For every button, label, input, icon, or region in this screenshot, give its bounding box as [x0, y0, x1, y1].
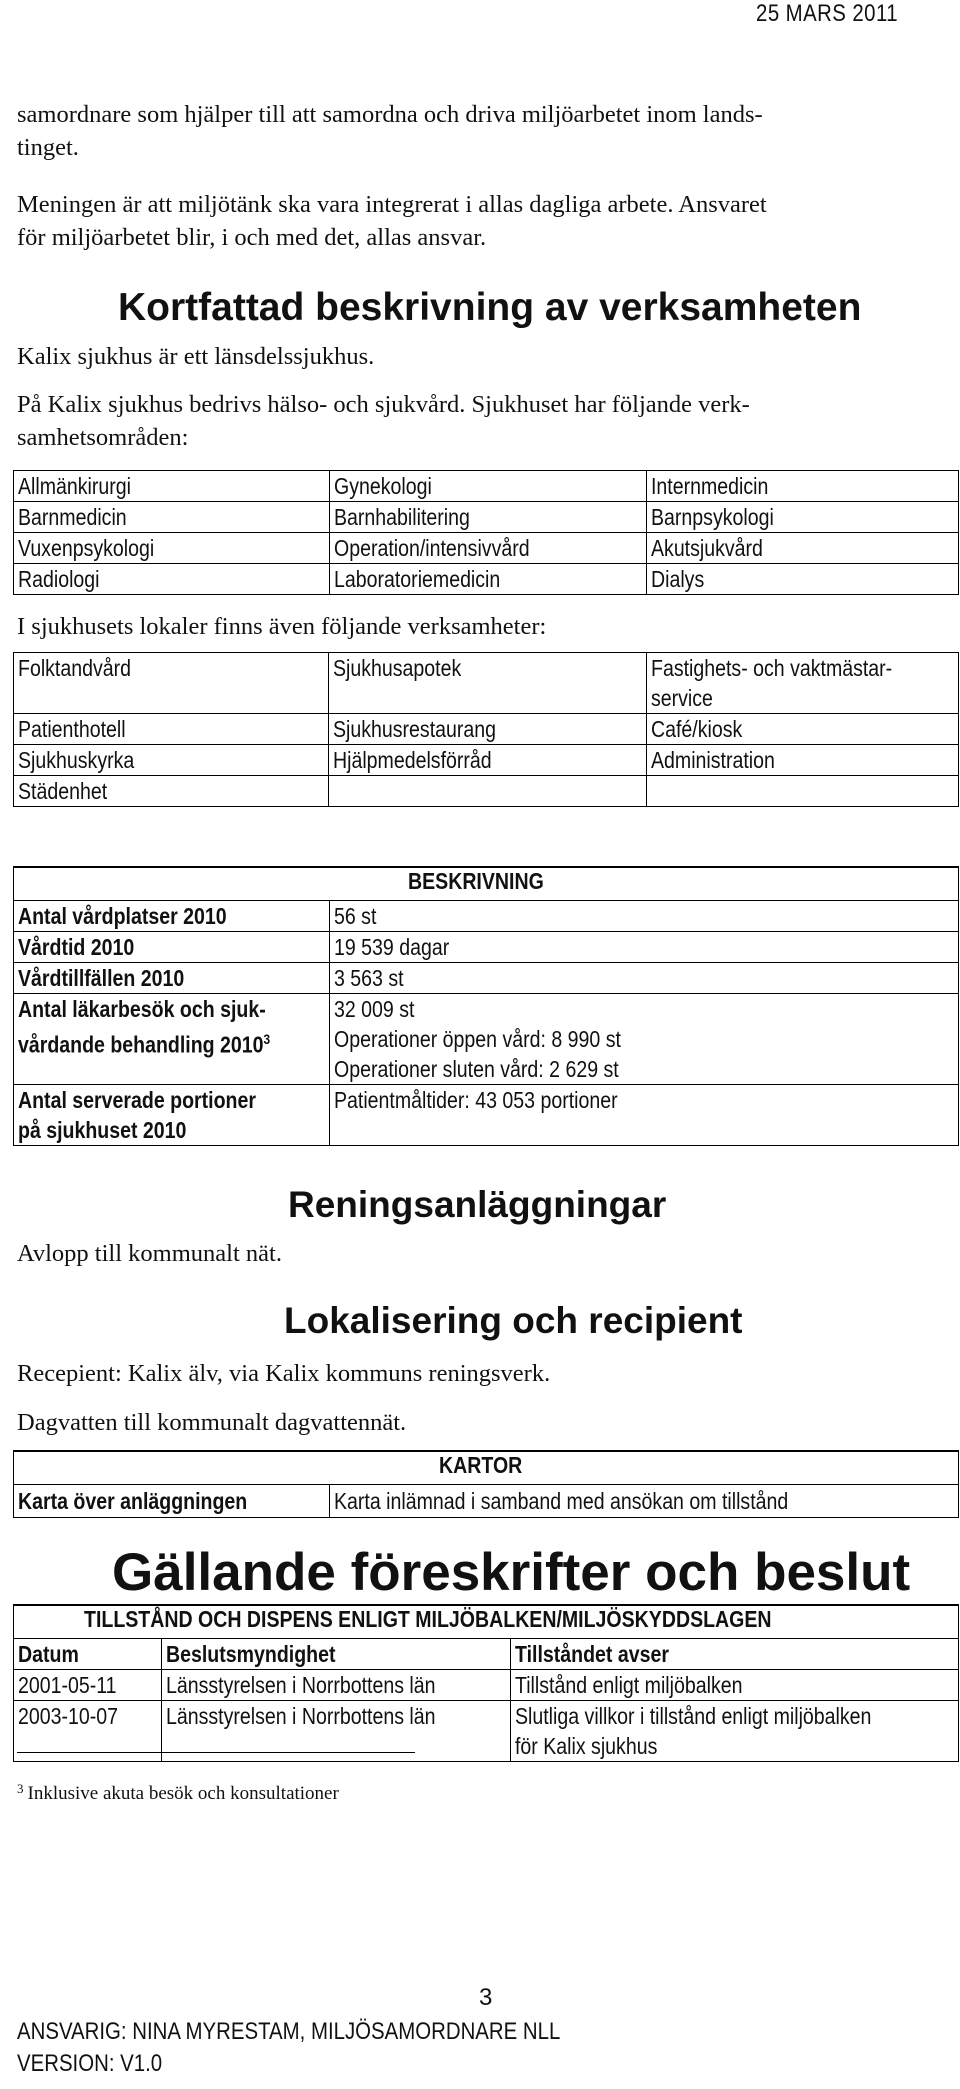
table-cell: 2003-10-07: [14, 1701, 162, 1762]
text-line: På Kalix sjukhus bedrivs hälso- och sjukvård. Sjukhuset har följande verk-: [17, 391, 750, 418]
page-date: 25 MARS 2011: [756, 0, 898, 27]
section-heading-treatment: Reningsanläggningar: [288, 1184, 667, 1225]
column-header-row: [14, 1639, 959, 1670]
table-row: [14, 1670, 959, 1701]
table-cell: Folktandvård: [14, 653, 329, 714]
table-row: [14, 745, 959, 776]
table-cell: Länsstyrelsen i Norrbottens län: [161, 1670, 511, 1701]
table-cell: Fastighets- och vaktmästar- service: [647, 653, 959, 714]
table-row: [14, 1485, 959, 1518]
footnote: [17, 1783, 339, 1805]
table-row: [14, 994, 959, 1085]
table-cell: Café/kiosk: [647, 714, 959, 745]
row-value: Patientmåltider: 43 053 portioner: [329, 1085, 958, 1146]
table-cell: Radiologi: [14, 564, 330, 595]
page-number: 3: [479, 1984, 493, 2011]
table-header-row: [14, 1451, 959, 1485]
table-cell: Barnhabilitering: [329, 502, 647, 533]
table-cell: Vuxenpsykologi: [14, 533, 330, 564]
table-row: [14, 963, 959, 994]
table-row: [14, 471, 959, 502]
table-cell: Gynekologi: [329, 471, 647, 502]
row-label: Vårdtillfällen 2010: [14, 963, 330, 994]
table-cell: Slutliga villkor i tillstånd enligt miljöbalken för Kalix sjukhus: [511, 1701, 959, 1762]
permits-table: [13, 1604, 959, 1762]
table-cell: Internmedicin: [647, 471, 959, 502]
table-row: [14, 502, 959, 533]
row-value: 19 539 dagar: [329, 932, 958, 963]
table-header-row: [14, 1605, 959, 1639]
row-value: 56 st: [329, 901, 958, 932]
table-cell: Operation/intensivvård: [329, 533, 647, 564]
table-header-row: [14, 867, 959, 901]
table-cell: Administration: [647, 745, 959, 776]
text-line: Meningen är att miljötänk ska vara integrerat i allas dagliga arbete. Ansvaret: [17, 191, 767, 218]
treatment-text: Avlopp till kommunalt nät.: [17, 1240, 282, 1267]
desc-paragraph-2: [17, 388, 947, 454]
row-value: 32 009 st Operationer öppen vård: 8 990 st Operationer sluten vård: 2 629 st: [329, 994, 958, 1085]
table-row: [14, 1085, 959, 1146]
row-label: Karta över anläggningen: [14, 1485, 330, 1518]
footnote-ref: 3: [263, 1031, 271, 1047]
footer-version: VERSION: V1.0: [17, 2050, 163, 2077]
footnote-number: 3: [17, 1781, 24, 1796]
table-cell: 2001-05-11: [14, 1670, 162, 1701]
footnote-text: Inklusive akuta besök och konsultationer: [27, 1783, 339, 1804]
table-cell: Städenhet: [14, 776, 329, 807]
text-line: samhetsområden:: [17, 424, 189, 451]
text-line: samordnare som hjälper till att samordna och driva miljöarbetet inom lands-: [17, 101, 763, 128]
table-cell: Sjukhusapotek: [329, 653, 647, 714]
maps-table: [13, 1450, 959, 1518]
footer-responsible: ANSVARIG: NINA MYRESTAM, MILJÖSAMORDNARE NLL: [17, 2018, 561, 2045]
table-row: [14, 932, 959, 963]
intro-paragraph-1: [17, 98, 947, 164]
column-header: Tillståndet avser: [511, 1639, 959, 1670]
row-value: 3 563 st: [329, 963, 958, 994]
table-cell: Länsstyrelsen i Norrbottens län: [161, 1701, 511, 1762]
table-cell: Sjukhusrestaurang: [329, 714, 647, 745]
intro-paragraph-2: [17, 188, 947, 254]
table-row: [14, 714, 959, 745]
table-header: KARTOR: [14, 1451, 959, 1485]
table-row: [14, 533, 959, 564]
table-cell: Laboratoriemedicin: [329, 564, 647, 595]
row-label: Antal vårdplatser 2010: [14, 901, 330, 932]
table-cell: Barnpsykologi: [647, 502, 959, 533]
row-label: Antal läkarbesök och sjuk- vårdande behandling 2010$^3$: [14, 994, 330, 1085]
desc-paragraph-1: Kalix sjukhus är ett länsdelssjukhus.: [17, 343, 375, 370]
table-cell: Dialys: [647, 564, 959, 595]
section-heading-regulations: Gällande föreskrifter och beslut: [112, 1543, 911, 1602]
section-heading-location: Lokalisering och recipient: [284, 1300, 743, 1341]
other-activities-table: [13, 652, 959, 807]
column-header: Datum: [14, 1639, 162, 1670]
row-value: Karta inlämnad i samband med ansökan om tillstånd: [329, 1485, 958, 1518]
location-text-1: Recepient: Kalix älv, via Kalix kommuns reningsverk.: [17, 1360, 551, 1387]
location-text-2: Dagvatten till kommunalt dagvattennät.: [17, 1409, 407, 1436]
description-table: [13, 866, 959, 1146]
text-line: tinget.: [17, 134, 79, 161]
table-header: TILLSTÅND OCH DISPENS ENLIGT MILJÖBALKEN/MILJÖSKYDDSLAGEN: [14, 1605, 959, 1639]
table-cell: Akutsjukvård: [647, 533, 959, 564]
table-cell: Allmänkirurgi: [14, 471, 330, 502]
table-cell: [647, 776, 959, 807]
areas-table: [13, 470, 959, 595]
table-row: [14, 901, 959, 932]
footnote-divider: [17, 1752, 415, 1753]
table-cell: Patienthotell: [14, 714, 329, 745]
table-cell: Sjukhuskyrka: [14, 745, 329, 776]
other-activities-intro: I sjukhusets lokaler finns även följande verksamheter:: [17, 613, 547, 640]
table-cell: Hjälpmedelsförråd: [329, 745, 647, 776]
table-row: [14, 776, 959, 807]
text-line: för miljöarbetet blir, i och med det, allas ansvar.: [17, 224, 487, 251]
table-row: [14, 653, 959, 714]
table-header: BESKRIVNING: [14, 867, 959, 901]
section-heading-description: Kortfattad beskrivning av verksamheten: [118, 286, 862, 329]
row-label: Antal serverade portioner på sjukhuset 2010: [14, 1085, 330, 1146]
column-header: Beslutsmyndighet: [161, 1639, 511, 1670]
table-row: [14, 564, 959, 595]
row-label: Vårdtid 2010: [14, 932, 330, 963]
table-cell: Barnmedicin: [14, 502, 330, 533]
table-cell: [329, 776, 647, 807]
table-cell: Tillstånd enligt miljöbalken: [511, 1670, 959, 1701]
